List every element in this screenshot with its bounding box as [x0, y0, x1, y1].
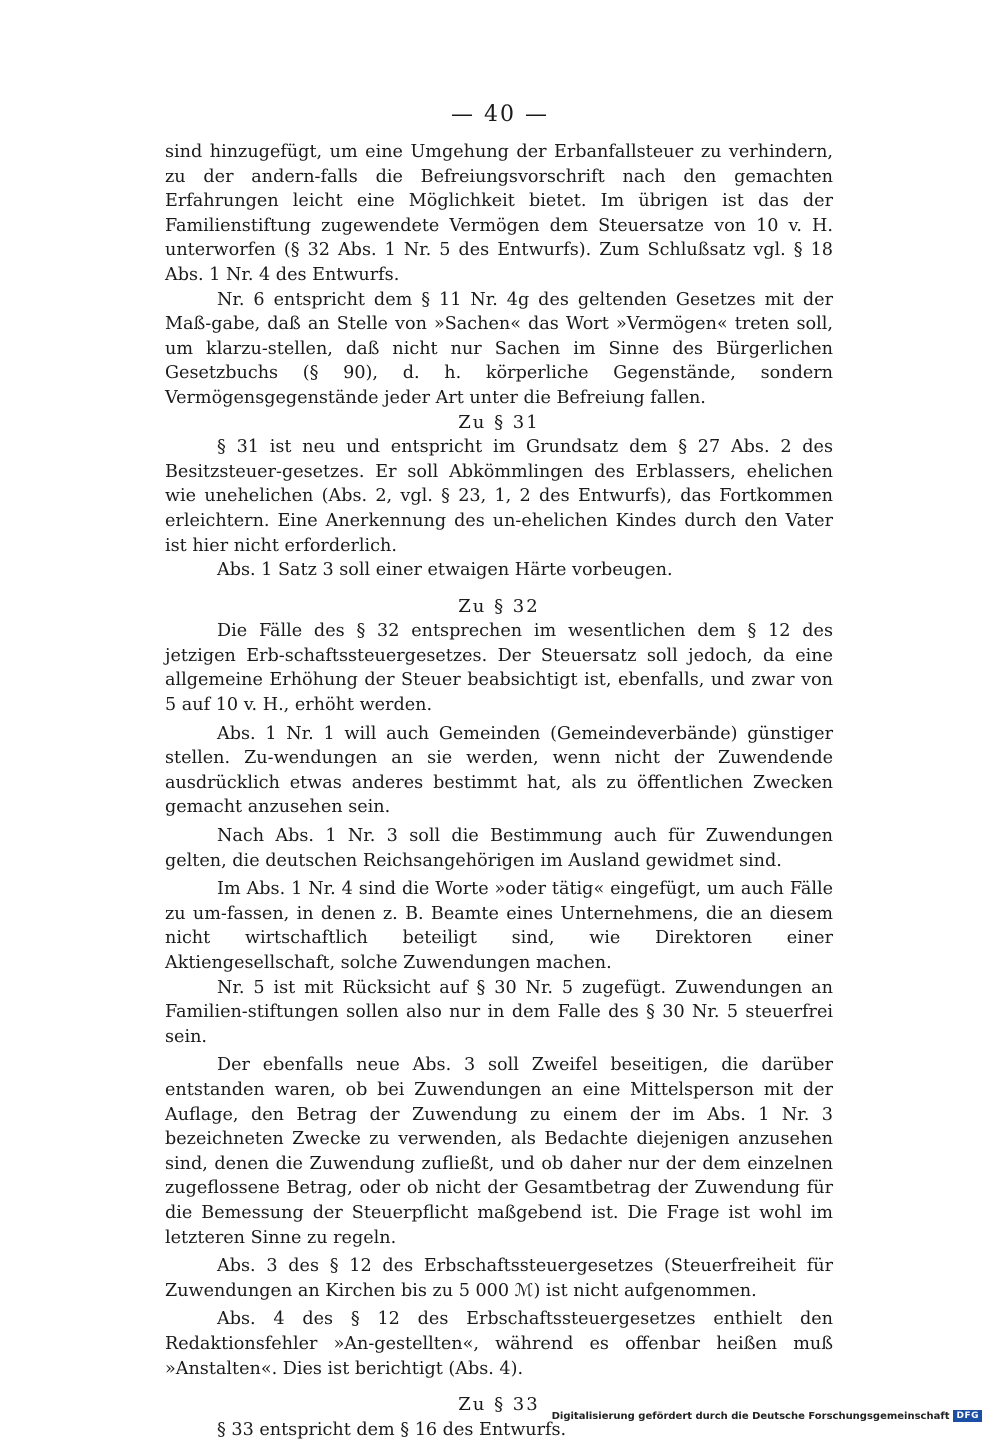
paragraph: Im Abs. 1 Nr. 4 sind die Worte »oder tätig« eingefügt, um auch Fälle zu um-fassen, in denen z. B. Beamte eines Unternehmens, die an diesem nicht wirtschaftlich beteiligt sind, wie Direktoren einer Aktiengesellschaft, solche Zuwendungen machen. [165, 879, 833, 973]
section-heading: Zu § 33 [458, 1394, 540, 1416]
paragraph: Nach Abs. 1 Nr. 3 soll die Bestimmung auch für Zuwendungen gelten, die deutschen Reichsangehörigen im Ausland gewidmet sind. [165, 826, 833, 871]
paragraph: Der ebenfalls neue Abs. 3 soll Zweifel beseitigen, die darüber entstanden waren, ob bei Zuwendungen an eine Mittelsperson mit der Auflage, den Betrag der Zuwendung zu einem der im Abs. 1 Nr. 3 bezeichneten Zwecke zu verwenden, als Bedachte diejenigen anzusehen sind, denen die Zuwendung zufließt, und ob daher nur der dem einzelnen zugeflossene Betrag, oder ob nicht der Gesamtbetrag der Zuwendung für die Bemessung der Steuerpflicht maßgebend ist. Die Frage ist wohl im letzteren Sinne zu regeln. [165, 1055, 833, 1248]
paragraph: Abs. 1 Nr. 1 will auch Gemeinden (Gemeindeverbände) günstiger stellen. Zu-wendungen an sie werden, wenn nicht der Zuwendende ausdrücklich etwas anderes bestimmt hat, als zu öffentlichen Zwecken gemacht anzusehen sein. [165, 723, 833, 818]
page-number: — 40 — [451, 102, 549, 127]
paragraph: § 31 ist neu und entspricht im Grundsatz dem § 27 Abs. 2 des Besitzsteuer-gesetzes. Er soll Abkömmlingen des Erblassers, ehelichen wie unehelichen (Abs. 2, vgl. § 23, 1, 2 des Entwurfs), das Fortkommen erleichtern. Eine Anerkennung des un-ehelichen Kindes durch den Vater ist hier nicht erforderlich. [165, 437, 833, 556]
paragraph: Nr. 5 ist mit Rücksicht auf § 30 Nr. 5 zugefügt. Zuwendungen an Familien-stiftungen sollen also nur in dem Falle des § 30 Nr. 5 steuerfrei sein. [165, 977, 833, 1047]
section-heading: Zu § 32 [458, 595, 540, 617]
paragraph: Die Fälle des § 32 entsprechen im wesentlichen dem § 12 des jetzigen Erb-schaftssteuergesetzes. Der Steuersatz soll jedoch, da eine allgemeine Erhöhung der Steuer beabsichtigt ist, ebenfalls, und zwar von 5 auf 10 v. H., erhöht werden. [165, 621, 833, 716]
paragraph: Abs. 1 Satz 3 soll einer etwaigen Härte vorbeugen. [217, 560, 673, 581]
paragraph: sind hinzugefügt, um eine Umgehung der Erbanfallsteuer zu verhindern, zu der andern-falls die Befreiungsvorschrift nach den gemachten Erfahrungen leicht eine Möglichkeit bietet. Im übrigen ist das der Familienstiftung zugewendete Vermögen dem Steuersatze von 10 v. H. unterworfen (§ 32 Abs. 1 Nr. 5 des Entwurfs). Zum Schlußsatz vgl. § 18 Abs. 1 Nr. 4 des Entwurfs. [165, 142, 833, 285]
dfg-logo: DFG [953, 1410, 982, 1422]
footer-text: Digitalisierung gefördert durch die Deutsche Forschungsgemeinschaft [551, 1410, 950, 1422]
paragraph: Abs. 3 des § 12 des Erbschaftssteuergesetzes (Steuerfreiheit für Zuwendungen an Kirchen bis zu 5 000 ℳ) ist nicht aufgenommen. [165, 1256, 833, 1301]
body-text [165, 140, 833, 1442]
paragraph: Abs. 4 des § 12 des Erbschaftssteuergesetzes enthielt den Redaktionsfehler »An-gestellten«, während es offenbar heißen muß »Anstalten«. Dies ist berichtigt (Abs. 4). [165, 1309, 833, 1379]
footer [552, 1410, 982, 1422]
paragraph: Nr. 6 entspricht dem § 11 Nr. 4g des geltenden Gesetzes mit der Maß-gabe, daß an Stelle von »Sachen« das Wort »Vermögen« treten soll, um klarzu-stellen, daß nicht nur Sachen im Sinne des Bürgerlichen Gesetzbuchs (§ 90), d. h. körperliche Gegenstände, sondern Vermögensgegenstände jeder Art unter die Befreiung fallen. [165, 289, 833, 408]
paragraph: § 33 entspricht dem § 16 des Entwurfs. [217, 1419, 567, 1440]
section-heading: Zu § 31 [458, 411, 540, 433]
